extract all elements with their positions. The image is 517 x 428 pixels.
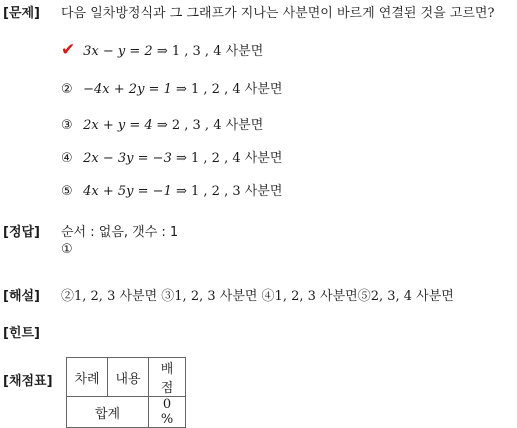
table-row [67,358,186,397]
choice-equation: 3x − y = 2 [83,44,153,59]
total-value: 0 % [149,397,186,428]
hint-label: [힌트] [3,326,40,341]
choice-3[interactable] [61,114,263,133]
choice-quadrants: ⇒ 1 , 2 , 3 사분면 [175,184,283,199]
choice-equation: 2x + y = 4 [83,118,153,133]
problem-label: [문제] [3,6,40,21]
choice-number: ③ [61,118,73,133]
header-content: 내용 [108,358,149,397]
choice-number: ⑤ [61,184,73,199]
choice-2[interactable] [61,78,282,97]
choice-1[interactable] [61,40,263,60]
header-score: 배점 [149,358,186,397]
choice-equation: 2x − 3y = −3 [83,151,172,166]
choice-quadrants: ⇒ 1 , 2 , 4 사분면 [175,82,283,97]
header-order: 차례 [67,358,108,397]
table-row [67,397,186,428]
choice-number: ④ [61,151,73,166]
explanation-label: [해설] [3,289,40,304]
scoring-table [66,357,186,428]
choice-equation: 4x + 5y = −1 [83,184,172,199]
choice-quadrants: ⇒ 2 , 3 , 4 사분면 [156,118,264,133]
choice-5[interactable] [61,180,282,199]
answer-label: [정답] [3,225,40,240]
total-label: 합계 [67,397,149,428]
choice-quadrants: ⇒ 1 , 3 , 4 사분면 [156,44,264,59]
choice-number: ② [61,82,73,97]
answer-order-count: 순서 : 없음, 갯수 : 1 [61,225,179,240]
choice-quadrants: ⇒ 1 , 2 , 4 사분면 [175,151,283,166]
choice-4[interactable] [61,147,282,166]
explanation-text: ②1, 2, 3 사분면 ③1, 2, 3 사분면 ④1, 2, 3 사분면⑤2, 3, 4 사분면 [61,289,454,304]
scoring-label: [채점표] [3,374,53,389]
question-text: 다음 일차방정식과 그 그래프가 지나는 사분면이 바르게 연결된 것을 고르면? [61,6,495,21]
checkmark-icon: ✔ [61,40,76,60]
choice-equation: −4x + 2y = 1 [83,82,172,97]
answer-value: ① [61,242,73,257]
